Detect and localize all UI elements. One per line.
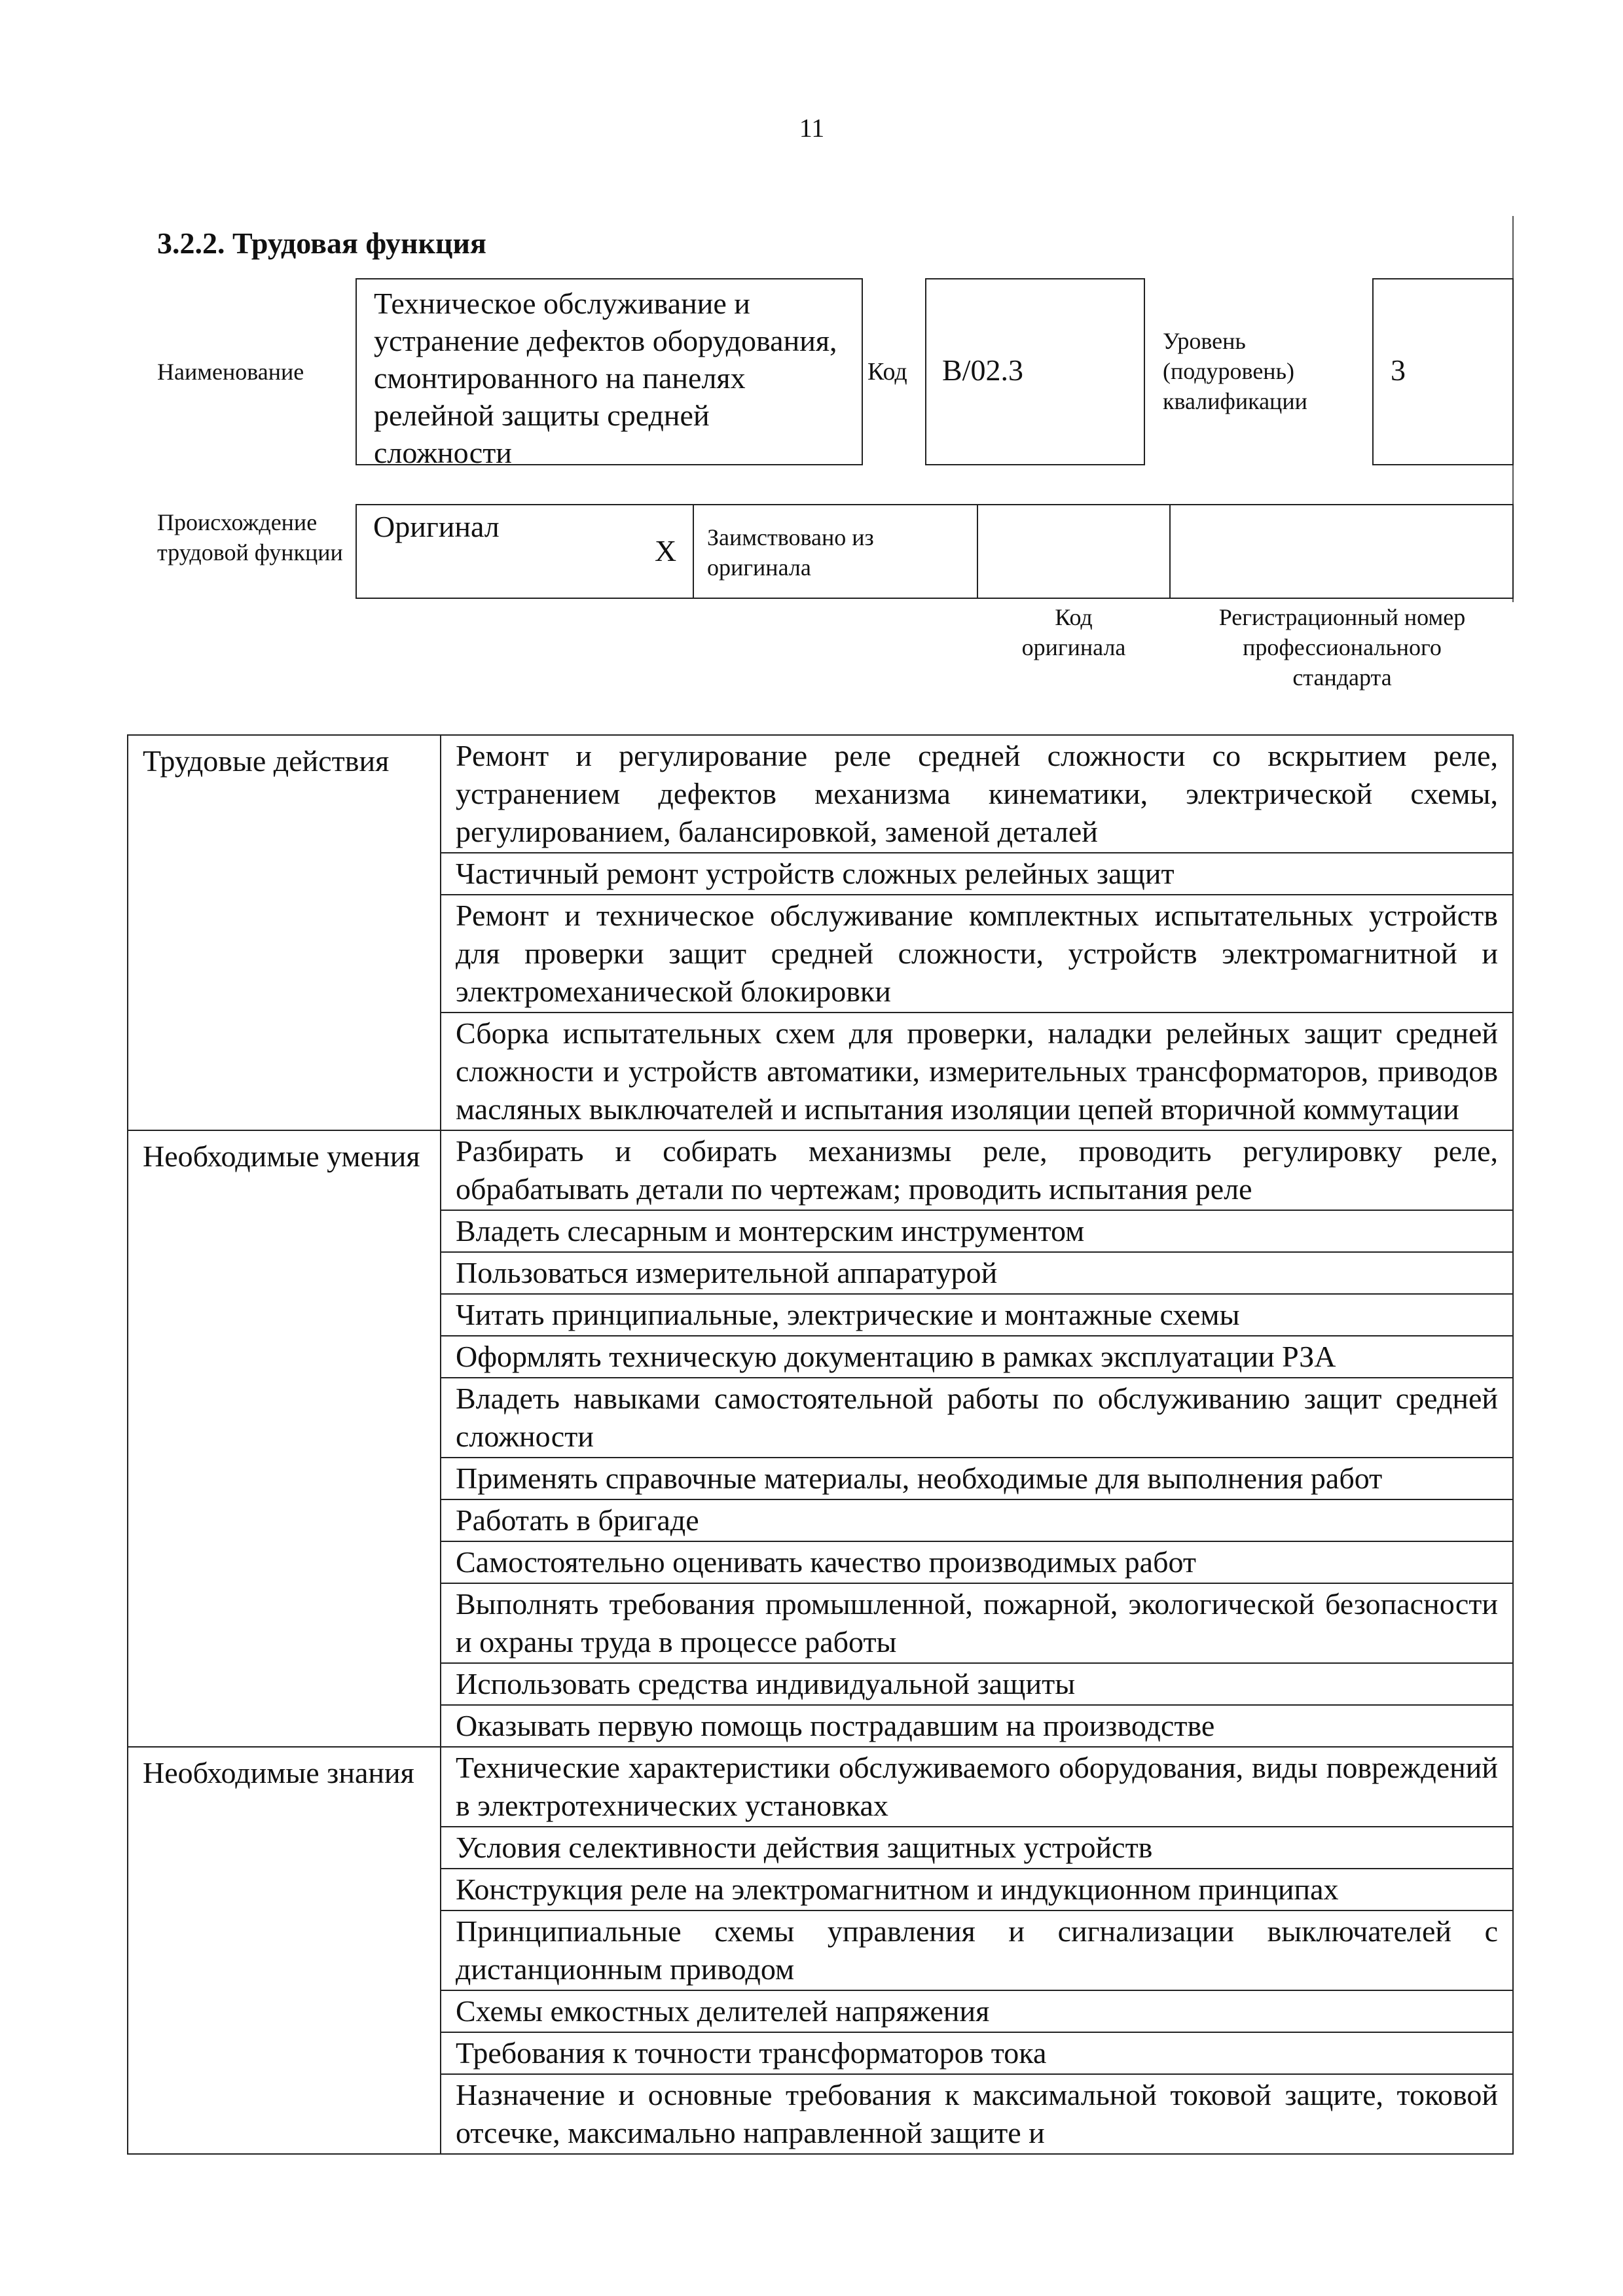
origin-divider-3: [1169, 504, 1171, 599]
name-value: Техническое обслуживание и устранение дефектов оборудования, смонтированного на панелях релейной защиты средней сложности: [374, 287, 837, 469]
category-cell: Необходимые умения: [128, 1130, 441, 1747]
function-details-table: [127, 734, 1514, 2155]
category-cell: Трудовые действия: [128, 735, 441, 1130]
level-value-box: [1372, 278, 1514, 465]
level-value: 3: [1391, 353, 1406, 387]
item-cell: Владеть навыками самостоятельной работы по обслуживанию защит средней сложности: [441, 1378, 1513, 1458]
item-cell: Назначение и основные требования к максимальной токовой защите, токовой отсечке, максимально направленной защите и: [441, 2074, 1513, 2154]
item-cell: Принципиальные схемы управления и сигнализации выключателей с дистанционным приводом: [441, 1910, 1513, 1990]
item-cell: Ремонт и техническое обслуживание комплектных испытательных устройств для проверки защит средней сложности, устройств электромагнитной и электромеханической блокировки: [441, 895, 1513, 1013]
original-mark: X: [655, 534, 677, 567]
reg-number-label: Регистрационный номер профессионального стандарта: [1218, 604, 1466, 691]
name-value-box: [356, 278, 863, 469]
table-row: [128, 1130, 1513, 1210]
item-cell: Выполнять требования промышленной, пожарной, экологической безопасности и охраны труда в процессе работы: [441, 1583, 1513, 1663]
item-cell: Оформлять техническую документацию в рамках эксплуатации РЗА: [441, 1336, 1513, 1378]
item-cell: Применять справочные материалы, необходимые для выполнения работ: [441, 1458, 1513, 1499]
original-label: Оригинал: [373, 510, 500, 543]
item-cell: Владеть слесарным и монтерским инструментом: [441, 1210, 1513, 1252]
origin-label: Происхождение трудовой функции: [157, 509, 343, 565]
item-cell: Условия селективности действия защитных устройств: [441, 1827, 1513, 1869]
level-label: Уровень (подуровень) квалификации: [1163, 328, 1307, 414]
code-original-label: Код оригинала: [1021, 604, 1126, 660]
item-cell: Читать принципиальные, электрические и монтажные схемы: [441, 1294, 1513, 1336]
code-value-box: [925, 278, 1145, 465]
origin-divider-2: [977, 504, 978, 599]
item-cell: Требования к точности трансформаторов тока: [441, 2032, 1513, 2074]
category-cell: Необходимые знания: [128, 1747, 441, 2154]
item-cell: Использовать средства индивидуальной защиты: [441, 1663, 1513, 1705]
code-value: B/02.3: [942, 353, 1023, 387]
item-cell: Работать в бригаде: [441, 1499, 1513, 1541]
item-cell: Самостоятельно оценивать качество производимых работ: [441, 1541, 1513, 1583]
item-cell: Конструкция реле на электромагнитном и индукционном принципах: [441, 1869, 1513, 1910]
table-row: [128, 735, 1513, 853]
name-label: Наименование: [157, 359, 304, 385]
item-cell: Оказывать первую помощь пострадавшим на производстве: [441, 1705, 1513, 1747]
item-cell: Схемы емкостных делителей напряжения: [441, 1990, 1513, 2032]
item-cell: Ремонт и регулирование реле средней сложности со вскрытием реле, устранением дефектов механизма кинематики, электрической схемы, регулированием, балансировкой, заменой деталей: [441, 735, 1513, 853]
borrowed-label: Заимствовано из оригинала: [707, 524, 874, 581]
section-title: 3.2.2. Трудовая функция: [157, 226, 486, 260]
page-number: 11: [799, 113, 825, 143]
item-cell: Пользоваться измерительной аппаратурой: [441, 1252, 1513, 1294]
origin-row: [356, 504, 1514, 599]
table-row: [128, 1747, 1513, 1827]
item-cell: Частичный ремонт устройств сложных релейных защит: [441, 853, 1513, 895]
code-label: Код: [867, 358, 907, 386]
item-cell: Сборка испытательных схем для проверки, наладки релейных защит средней сложности и устройств автоматики, измерительных трансформаторов, приводов масляных выключателей и испытания изоляции цепей вторичной коммутации: [441, 1013, 1513, 1130]
item-cell: Разбирать и собирать механизмы реле, проводить регулировку реле, обрабатывать детали по чертежам; проводить испытания реле: [441, 1130, 1513, 1210]
origin-divider-1: [693, 504, 694, 599]
item-cell: Технические характеристики обслуживаемого оборудования, виды повреждений в электротехнических установках: [441, 1747, 1513, 1827]
